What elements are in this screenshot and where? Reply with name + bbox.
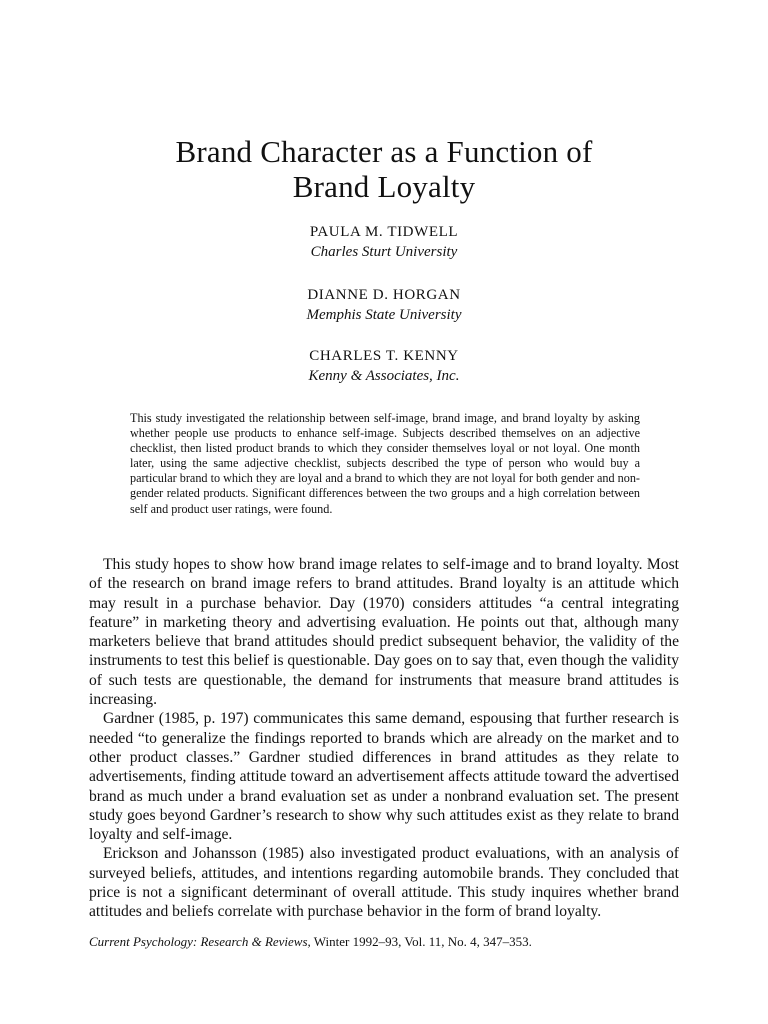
paragraph-3: Erickson and Johansson (1985) also investigated product evaluations, with an analysis of surveyed beliefs, attitudes, and intentions regarding automobile brands. They concluded that price is not a significant determinant of overall attitude. This study inquires whether brand attitudes and beliefs correlate with purchase behavior in the form of brand loyalty. xyxy=(89,845,679,921)
abstract: This study investigated the relationship between self-image, brand image, and brand loyalty by asking whether people use products to enhance self-image. Subjects described themselves on an adjective checklist, then listed product brands to which they consider themselves loyal or not loyal. One month later, using the same adjective checklist, subjects described the type of person who would buy a particular brand to which they are loyal and a brand to which they are not loyal for both gender and non-gender related products. Significant differences between the two groups and a high correlation between self and product user ratings, were found. xyxy=(130,411,640,516)
journal-name: Current Psychology: Research & Reviews, xyxy=(89,934,311,949)
paper-title xyxy=(0,134,768,204)
paragraph-1: This study hopes to show how brand image relates to self-image and to brand loyalty. Most of the research on brand image refers to brand attitudes. Brand loyalty is an attitude which may result in a purchase behavior. Day (1970) considers attitudes “a central integrating feature” in marketing theory and advertising evaluation. He points out that, although many marketers believe that brand attitudes should predict subsequent behavior, the validity of the instruments to test this belief is questionable. Day goes on to say that, even though the validity of such tests are questionable, the demand for instruments that measure brand attitudes is increasing. xyxy=(89,556,679,709)
body-text xyxy=(89,555,679,922)
author-3 xyxy=(0,346,768,386)
citation-details: Winter 1992–93, Vol. 11, No. 4, 347–353. xyxy=(310,934,532,949)
author-name: CHARLES T. KENNY xyxy=(309,348,459,364)
author-name: DIANNE D. HORGAN xyxy=(307,287,461,303)
author-affiliation: Charles Sturt University xyxy=(310,244,458,260)
author-affiliation: Memphis State University xyxy=(306,307,462,323)
author-affiliation: Kenny & Associates, Inc. xyxy=(308,368,460,384)
author-2 xyxy=(0,285,768,325)
author-1 xyxy=(0,222,768,262)
paragraph-2: Gardner (1985, p. 197) communicates this same demand, espousing that further research is needed “to generalize the findings reported to brands which are already on the market and to other product classes.” Gardner studied differences in brand attitudes as they relate to advertisements, finding attitude toward an advertisement affects attitude toward the advertised brand as much under a brand evaluation set as under a nonbrand evaluation set. The present study goes beyond Gardner’s research to show why such attitudes exist as they relate to brand loyalty and self-image. xyxy=(89,710,679,844)
author-name: PAULA M. TIDWELL xyxy=(309,224,459,240)
title-line-2: Brand Loyalty xyxy=(292,169,476,204)
title-line-1: Brand Character as a Function of xyxy=(175,134,593,169)
citation-footer xyxy=(89,934,689,950)
